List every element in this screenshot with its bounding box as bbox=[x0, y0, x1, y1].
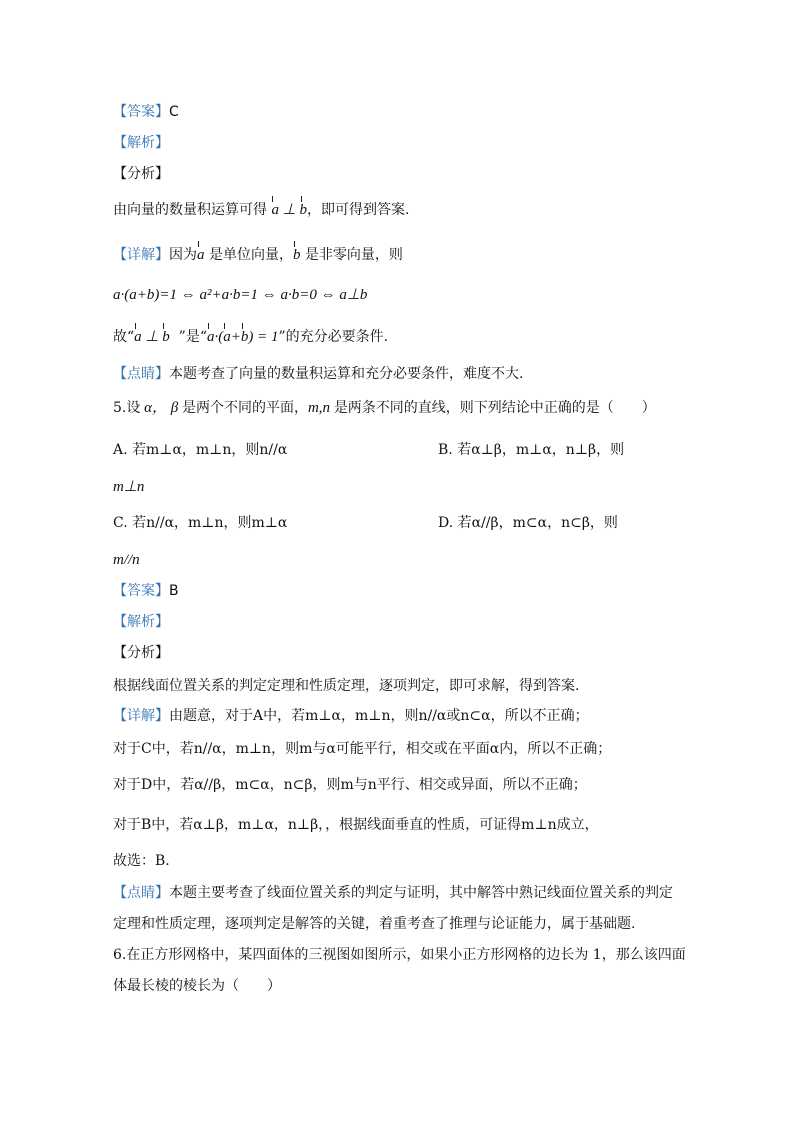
q5-detail-1 bbox=[113, 706, 589, 726]
option-a: A. 若m⊥α，m⊥n，则n//α bbox=[113, 442, 288, 458]
fenxi-tag: 【分析】 bbox=[113, 645, 169, 661]
fenxi-text-part: 由向量的数量积运算可得 bbox=[113, 202, 267, 218]
vector-a: a bbox=[271, 198, 279, 220]
option-b: B. 若α⊥β，m⊥α，n⊥β，则 bbox=[438, 442, 625, 458]
q4-fenxi-text bbox=[113, 198, 409, 220]
q5-detail-3: 对于D中，若α//β，m⊂α，n⊂β，则m与n平行、相交或异面，所以不正确； bbox=[113, 777, 587, 793]
equivalence-chain: a·(a+b)=1 ⇔ a²+a·b=1 ⇔ a·b=0 ⇔ a⊥b bbox=[113, 287, 368, 303]
answer-value: C bbox=[169, 104, 179, 120]
perp-symbol: ⊥ bbox=[278, 202, 300, 218]
detail-tag: 【详解】 bbox=[113, 708, 169, 724]
q4-answer-line bbox=[113, 102, 179, 122]
conclusion-text: ”的充分必要条件. bbox=[278, 329, 389, 345]
fenxi-tag: 【分析】 bbox=[113, 166, 169, 182]
q5-comment-2: 定理和性质定理，逐项判定是解答的关键，着重考查了推理与论证能力，属于基础题. bbox=[113, 916, 636, 932]
comment-text: 本题考查了向量的数量积运算和充分必要条件，难度不大. bbox=[169, 366, 524, 382]
q4-fenxi-tag bbox=[113, 164, 169, 184]
vector-a: a bbox=[207, 325, 215, 347]
q5-analysis-tag bbox=[113, 612, 169, 632]
option-d: D. 若α//β，m⊂α，n⊂β，则 bbox=[438, 515, 618, 531]
detail-tag: 【详解】 bbox=[113, 247, 169, 263]
comment-tag: 【点睛】 bbox=[113, 366, 169, 382]
fenxi-text-part: ，即可得到答案. bbox=[307, 202, 410, 218]
vector-b: b bbox=[300, 198, 308, 220]
q4-detail-line bbox=[113, 243, 403, 265]
option-d-continued: m//n bbox=[113, 552, 140, 568]
vector-b: b bbox=[162, 325, 170, 347]
q5-fenxi-tag bbox=[113, 643, 169, 663]
q4-conclusion: 故“a ⊥ b ”是“a·(a+b) = 1”的充分必要条件. bbox=[113, 325, 388, 347]
option-b-continued: m⊥n bbox=[113, 479, 145, 495]
conclusion-text: ”是“ bbox=[178, 329, 207, 345]
q6-stem-2: 体最长棱的棱长为（ ） bbox=[113, 978, 281, 994]
comment-text: 本题主要考查了线面位置关系的判定与证明，其中解答中熟记线面位置关系的判定 bbox=[169, 885, 673, 901]
q4-comment bbox=[113, 364, 523, 384]
detail-text: 是单位向量， bbox=[204, 247, 293, 263]
vector-b: b bbox=[293, 243, 301, 265]
q5-fenxi-text: 根据线面位置关系的判定定理和性质定理，逐项判定，即可求解，得到答案. bbox=[113, 678, 580, 694]
q4-analysis-tag bbox=[113, 133, 169, 153]
stem-text: 是两个不同的平面， bbox=[181, 400, 308, 416]
answer-tag: 【答案】 bbox=[113, 104, 169, 120]
detail-text: 因为 bbox=[169, 247, 197, 263]
q5-answer-line bbox=[113, 581, 179, 601]
vector-a: a bbox=[197, 243, 205, 265]
q5-detail-2: 对于C中，若n//α，m⊥n，则m与α可能平行，相交或在平面α内，所以不正确； bbox=[113, 741, 612, 757]
detail-text: 由题意，对于A中，若m⊥α，m⊥n，则n//α或n⊂α，所以不正确； bbox=[169, 708, 589, 724]
stem-text: 5.设 bbox=[113, 400, 141, 416]
answer-tag: 【答案】 bbox=[113, 583, 169, 599]
option-c: C. 若n//α，m⊥n，则m⊥α bbox=[113, 515, 288, 531]
q6-stem-1: 6.在正方形网格中，某四面体的三视图如图所示，如果小正方形网格的边长为 1，那么该四面 bbox=[113, 947, 686, 963]
analysis-tag: 【解析】 bbox=[113, 135, 169, 151]
comment-tag: 【点睛】 bbox=[113, 885, 169, 901]
q5-detail-4: 对于B中，若α⊥β，m⊥α，n⊥β，，根据线面垂直的性质，可证得m⊥n成立， bbox=[113, 817, 599, 833]
detail-text: 是非零向量，则 bbox=[300, 247, 403, 263]
q4-equation-line bbox=[113, 285, 367, 305]
vector-a: a bbox=[134, 325, 142, 347]
analysis-tag: 【解析】 bbox=[113, 614, 169, 630]
q5-comment-1 bbox=[113, 883, 673, 903]
stem-text: 是两条不同的直线，则下列结论中正确的是（ ） bbox=[333, 400, 656, 416]
q5-stem: 5.设 α， β 是两个不同的平面，m,n 是两条不同的直线，则下列结论中正确的是（ ） bbox=[113, 400, 656, 416]
answer-value: B bbox=[169, 583, 179, 599]
q5-choose: 故选：B. bbox=[113, 853, 170, 869]
conclusion-text: 故“ bbox=[113, 329, 135, 345]
